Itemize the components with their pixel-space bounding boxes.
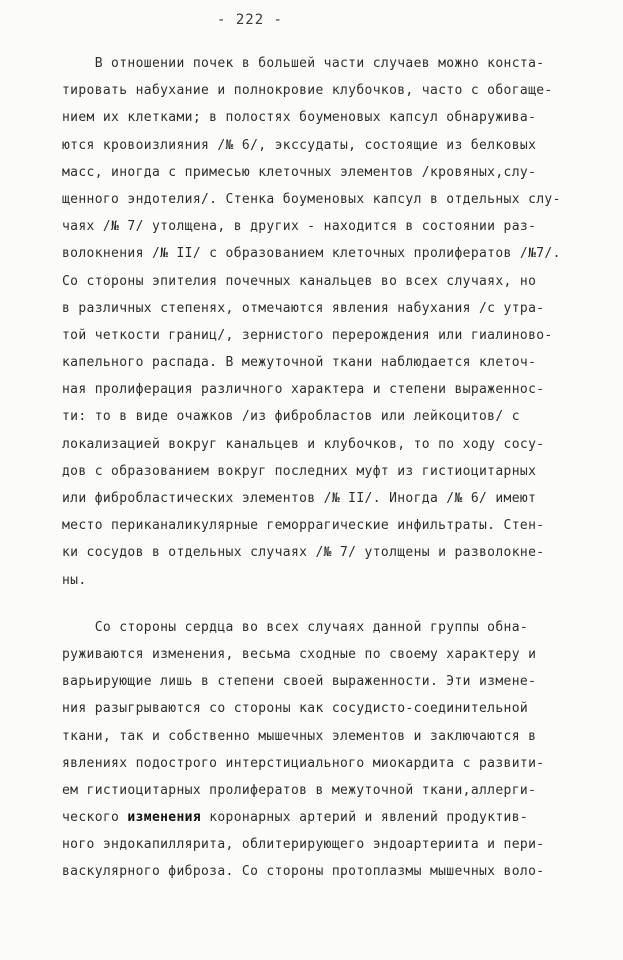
text-line: чаях /№ 7/ утолщена, в других - находится в состоянии раз- (62, 219, 537, 235)
paragraph-gap (62, 594, 582, 614)
text-line: ная пролиферация различного характера и степени выраженнос- (62, 382, 545, 398)
text-line: руживаются изменения, весьма сходные по своему характеру и (62, 646, 537, 662)
text-line: ткани, так и собственно мышечных элементов и заключаются в (62, 728, 537, 744)
text-line: место периканаликулярные геморрагические инфильтраты. Стен- (62, 518, 545, 534)
text-line: волокнения /№ II/ с образованием клеточных пролифератов /№7/. (62, 246, 561, 262)
text-line: ем гистиоцитарных пролифератов в межуточной ткани,аллерги- (62, 782, 537, 798)
line-start: ческого (62, 810, 128, 826)
document-body (62, 50, 582, 886)
text-line: В отношении почек в большей части случаев можно конста- (62, 56, 545, 71)
text-line-with-bold (62, 804, 582, 831)
text-line: или фибробластических элементов /№ II/. Иногда /№ 6/ имеют (62, 491, 537, 506)
text-line: локализацией вокруг канальцев и клубочков, то по ходу сосу- (62, 436, 545, 452)
text-line: ния разыгрываются со стороны как сосудисто-соединительной (62, 701, 529, 717)
text-line: тировать набухание и полнокровие клубочков, часто с обогаще- (62, 83, 553, 99)
text-line: щенного эндотелия/. Стенка боуменовых капсул в отдельных слу- (62, 191, 561, 207)
text-line: явлениях подострого интерстициального миокардита с развити- (62, 755, 545, 771)
text-line: той четкости границ/, зернистого перерождения или гиалиново- (62, 327, 553, 343)
text-line: ются кровоизлияния /№ 6/, экссудаты, состоящие из белковых (62, 137, 537, 153)
text-line: ны. (62, 572, 87, 588)
text-line: васкулярного фиброза. Со стороны протоплазмы мышечных воло- (62, 864, 545, 880)
text-line: ного эндокапиллярита, облитерирующего эндоартериита и пери- (62, 837, 545, 853)
text-line: ти: то в виде очажков /из фибробластов или лейкоцитов/ с (62, 409, 520, 425)
text-line: в различных степенях, отмечаются явления набухания /с утра- (62, 300, 545, 316)
text-line: дов с образованием вокруг последних муфт из гистиоцитарных (62, 463, 537, 479)
page-number: - 222 - (216, 12, 283, 28)
text-line: Со стороны эпителия почечных канальцев во всех случаях, но (62, 273, 537, 289)
text-line: масс, иногда с примесью клеточных элементов /кровяных,слу- (62, 164, 537, 180)
text-line: нием их клетками; в полостях боуменовых капсул обнаруживa- (62, 110, 537, 126)
text-line: ки сосудов в отдельных случаях /№ 7/ утолщены и разволокне- (62, 545, 545, 561)
text-line: варьирующие лишь в степени своей выраженности. Эти измене- (62, 674, 537, 690)
text-line: капельного распада. В межуточной ткани наблюдается клеточ- (62, 355, 537, 371)
bold-word: изменения (127, 810, 202, 826)
line-end: коронарных артерий и явлений продуктив- (201, 810, 529, 826)
text-line: Со стороны сердца во всех случаях данной группы обна- (62, 619, 529, 635)
